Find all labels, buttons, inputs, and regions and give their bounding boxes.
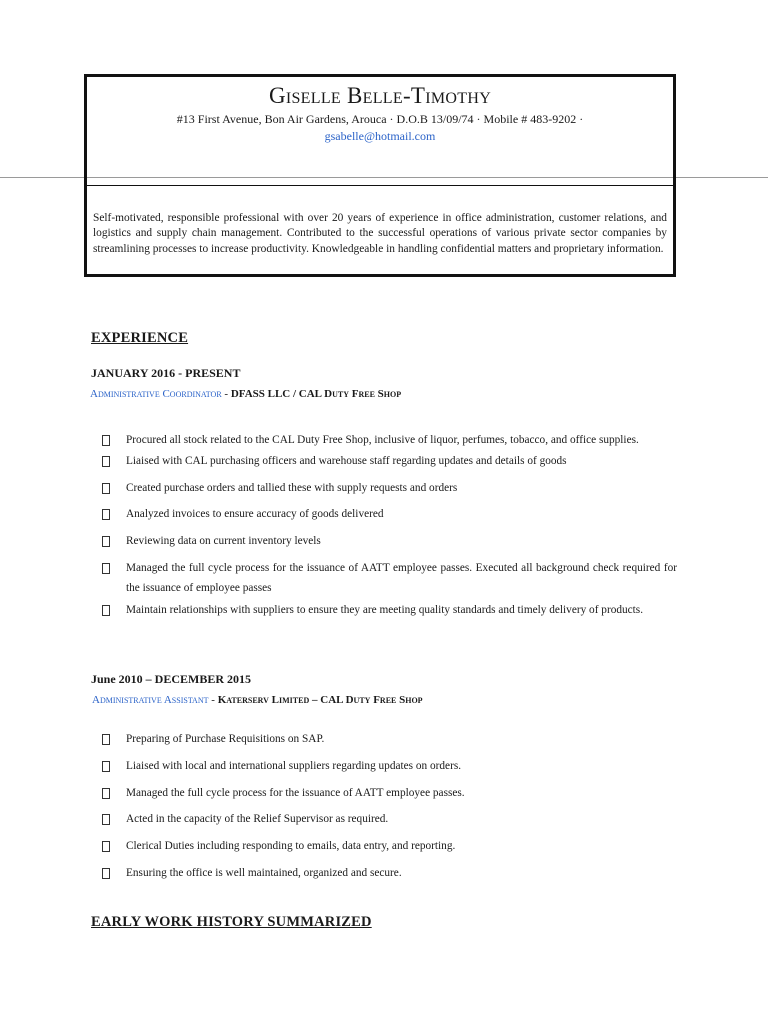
- job-dates: June 2010 – DECEMBER 2015: [91, 672, 252, 686]
- list-item-text: Procured all stock related to the CAL Duty Free Shop, inclusive of liquor, perfumes, tobacco, and office supplies.: [126, 434, 639, 446]
- missing-glyph-box-icon: [102, 868, 110, 879]
- list-item-text: Clerical Duties including responding to emails, data entry, and reporting.: [126, 840, 456, 852]
- professional-summary: Self-motivated, responsible professional with over 20 years of experience in office administration, customer relations, and logistics and supply chain management. Contributed to the successful operations of various private sector companies by streamlining processes to increase productivity. Knowledgeable in handling confidential matters and proprietary information.: [93, 212, 667, 255]
- list-item-text: Created purchase orders and tallied these with supply requests and orders: [126, 482, 458, 494]
- job-bullet-list: [100, 729, 677, 883]
- job-dates: JANUARY 2016 - PRESENT: [91, 366, 241, 380]
- email-link[interactable]: gsabelle@hotmail.com: [324, 129, 436, 143]
- missing-glyph-box-icon: [102, 536, 110, 547]
- list-item-text: Managed the full cycle process for the issuance of AATT employee passes. Executed all background check required for the issuance of employee passes: [126, 562, 677, 594]
- list-item: [100, 863, 677, 883]
- list-item-text: Ensuring the office is well maintained, organized and secure.: [126, 867, 402, 879]
- early-history-heading: EARLY WORK HISTORY SUMMARIZED: [91, 914, 372, 930]
- list-item-text: Liaised with local and international suppliers regarding updates on orders.: [126, 760, 462, 772]
- job-company: Katerserv Limited – CAL Duty Free Shop: [217, 694, 423, 706]
- job-separator: -: [221, 388, 231, 400]
- contact-block: [87, 77, 673, 145]
- experience-heading: EXPERIENCE: [91, 330, 189, 346]
- header-divider: [87, 185, 673, 186]
- list-item-text: Liaised with CAL purchasing officers and warehouse staff regarding updates and details of goods: [126, 455, 567, 467]
- list-item: [100, 783, 677, 803]
- list-item-text: Analyzed invoices to ensure accuracy of goods delivered: [126, 508, 384, 520]
- list-item: [100, 430, 677, 450]
- list-item: [100, 756, 677, 776]
- missing-glyph-box-icon: [102, 509, 110, 520]
- missing-glyph-box-icon: [102, 814, 110, 825]
- candidate-name: Giselle Belle-Timothy: [268, 83, 492, 108]
- header-box: [84, 74, 676, 277]
- list-item: [100, 836, 677, 856]
- list-item-text: Maintain relationships with suppliers to ensure they are meeting quality standards and timely delivery of products.: [126, 604, 644, 616]
- job-company: DFASS LLC / CAL Duty Free Shop: [230, 388, 402, 400]
- missing-glyph-box-icon: [102, 456, 110, 467]
- contact-details: #13 First Avenue, Bon Air Gardens, Arouca · D.O.B 13/09/74 · Mobile # 483-9202 ·: [176, 112, 584, 126]
- missing-glyph-box-icon: [102, 563, 110, 574]
- missing-glyph-box-icon: [102, 734, 110, 745]
- job-bullet-list: [100, 430, 677, 620]
- list-item: [100, 504, 677, 524]
- missing-glyph-box-icon: [102, 761, 110, 772]
- missing-glyph-box-icon: [102, 788, 110, 799]
- list-item-text: Reviewing data on current inventory levels: [126, 535, 321, 547]
- list-item-text: Acted in the capacity of the Relief Supervisor as required.: [126, 813, 389, 825]
- list-item: [100, 809, 677, 829]
- list-item-text: Preparing of Purchase Requisitions on SAP.: [126, 733, 325, 745]
- list-item: [100, 600, 677, 620]
- job-role-line: [90, 388, 401, 400]
- list-item: [100, 451, 677, 471]
- missing-glyph-box-icon: [102, 605, 110, 616]
- job-separator: -: [208, 694, 218, 706]
- missing-glyph-box-icon: [102, 435, 110, 446]
- list-item-text: Managed the full cycle process for the issuance of AATT employee passes.: [126, 787, 465, 799]
- job-role-line: [92, 694, 423, 706]
- missing-glyph-box-icon: [102, 841, 110, 852]
- missing-glyph-box-icon: [102, 483, 110, 494]
- list-item: [100, 531, 677, 551]
- list-item: [100, 478, 677, 498]
- job-title: Administrative Assistant: [92, 694, 209, 706]
- job-title: Administrative Coordinator: [90, 388, 222, 400]
- list-item: [100, 729, 677, 749]
- list-item: [100, 558, 677, 598]
